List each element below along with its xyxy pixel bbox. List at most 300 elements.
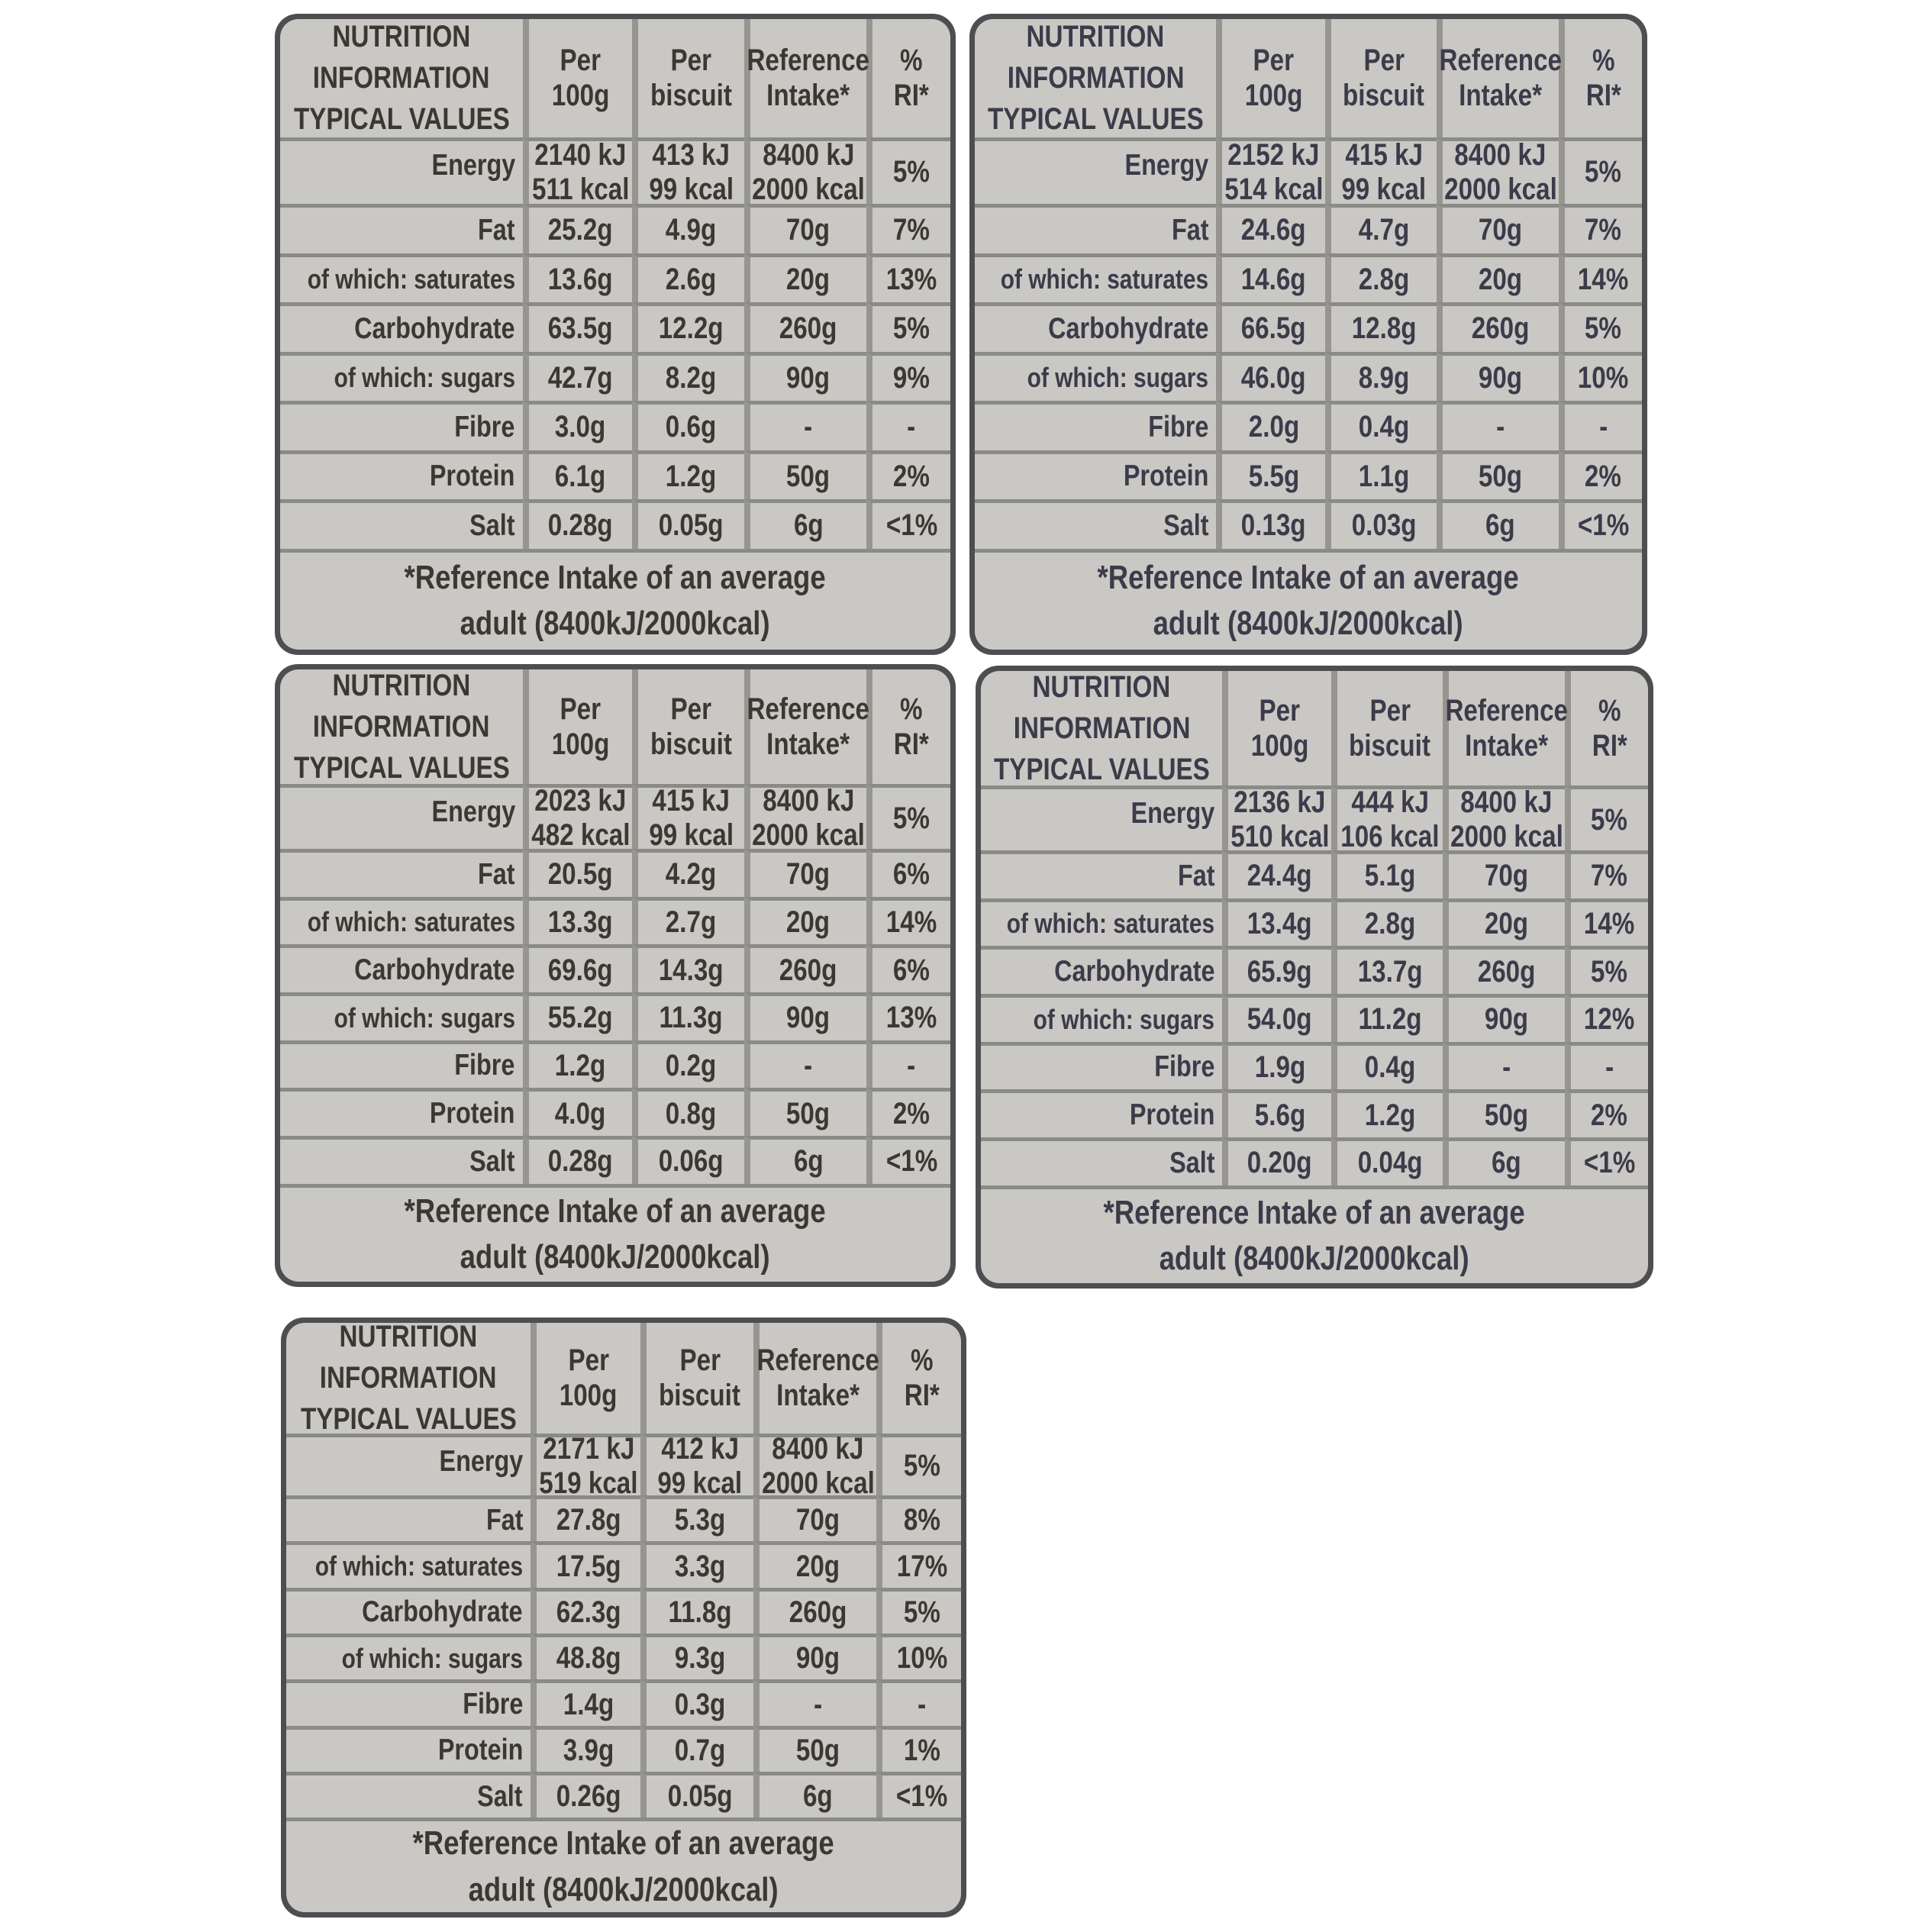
- table-title-line: INFORMATION: [320, 1361, 497, 1395]
- row-label: [280, 992, 523, 1040]
- value-text: 13.7g: [1357, 954, 1423, 989]
- value-text: 260g: [779, 311, 837, 346]
- value-text: 13.3g: [547, 905, 613, 939]
- value-cell: [531, 1726, 640, 1772]
- value-cell: [640, 1634, 753, 1679]
- column-header-line: RI*: [894, 79, 930, 113]
- column-header: [876, 1323, 961, 1434]
- value-line: 2000 kcal: [752, 172, 865, 206]
- value-cell: [1437, 450, 1559, 500]
- column-header: [1325, 19, 1437, 137]
- value-cell: [523, 302, 632, 352]
- value-text: 55.2g: [547, 1001, 613, 1035]
- value-text: 46.0g: [1241, 360, 1307, 395]
- value-text: 6%: [893, 857, 931, 892]
- row-label-text: Fibre: [1154, 1050, 1215, 1084]
- value-text: 11.8g: [668, 1595, 732, 1629]
- value-text: 5%: [893, 155, 931, 189]
- column-header-line: 100g: [551, 727, 610, 762]
- value-line: 2000 kcal: [761, 1466, 875, 1500]
- reference-intake-footnote: [280, 1184, 950, 1282]
- row-label: [280, 253, 523, 303]
- value-cell: [531, 1495, 640, 1541]
- value-text: 70g: [786, 857, 831, 892]
- value-cell: [1437, 204, 1559, 253]
- value-text: 5.1g: [1364, 859, 1416, 893]
- value-text: 0.20g: [1247, 1146, 1313, 1180]
- value-cell: [1443, 785, 1565, 854]
- column-header: [632, 19, 744, 137]
- value-text: 1.4g: [563, 1687, 614, 1721]
- value-text: 9.3g: [674, 1641, 726, 1676]
- column-header-line: Reference: [756, 1343, 879, 1377]
- value-text: <1%: [1583, 1146, 1636, 1180]
- value-cell: [876, 1588, 961, 1634]
- column-header-line: Intake*: [766, 727, 850, 762]
- value-cell: [1222, 785, 1330, 854]
- value-cell: [744, 1040, 867, 1089]
- value-text: 12.8g: [1351, 311, 1417, 346]
- row-label: [280, 302, 523, 352]
- value-cell: [632, 897, 744, 945]
- value-cell: [1565, 994, 1648, 1042]
- row-label: [286, 1588, 531, 1634]
- value-cell: [1437, 499, 1559, 549]
- value-text: 50g: [795, 1733, 840, 1767]
- value-cell: [753, 1634, 877, 1679]
- value-text: 24.4g: [1247, 859, 1313, 893]
- row-label-text: of which: sugars: [341, 1642, 523, 1674]
- value-cell: [1325, 253, 1437, 303]
- value-text: -: [907, 410, 916, 444]
- row-label: [981, 1042, 1222, 1090]
- row-label: [975, 401, 1216, 450]
- column-header: [640, 1323, 753, 1434]
- value-text: 4.0g: [555, 1096, 606, 1130]
- value-cell: [1325, 450, 1437, 500]
- row-label-text: of which: sugars: [334, 1001, 515, 1034]
- row-label-text: Fat: [1177, 859, 1215, 892]
- value-cell: [1331, 1137, 1443, 1185]
- value-cell: [1216, 499, 1324, 549]
- value-text: 6g: [793, 1144, 824, 1179]
- row-label: [975, 352, 1216, 402]
- value-cell: [1331, 785, 1443, 854]
- value-text: 3.9g: [563, 1733, 614, 1767]
- value-text: 4.7g: [1358, 213, 1410, 247]
- value-text: 2.0g: [1248, 410, 1299, 444]
- value-text: 14%: [885, 905, 937, 939]
- value-line: 99 kcal: [648, 818, 734, 853]
- value-text: 0.2g: [666, 1048, 717, 1082]
- value-cell: [523, 944, 632, 992]
- value-text: 17.5g: [556, 1549, 621, 1583]
- column-header: [523, 19, 632, 137]
- column-header-line: Reference: [747, 692, 870, 726]
- nutrition-label-photo: [275, 664, 956, 1287]
- column-header-line: %: [1592, 44, 1615, 78]
- value-cell: [1216, 302, 1324, 352]
- value-cell: [1565, 850, 1648, 898]
- value-cell: [531, 1431, 640, 1500]
- value-cell: [523, 992, 632, 1040]
- value-cell: [1331, 1042, 1443, 1090]
- value-cell: [632, 992, 744, 1040]
- value-text: 6%: [893, 953, 931, 987]
- column-header-line: Intake*: [1465, 729, 1549, 763]
- value-text: -: [1496, 410, 1505, 444]
- value-line: 482 kcal: [531, 818, 630, 853]
- value-cell: [531, 1541, 640, 1587]
- value-text: 65.9g: [1247, 954, 1313, 989]
- value-text: 0.13g: [1241, 508, 1307, 543]
- nutrition-table: [975, 19, 1642, 650]
- value-text: 54.0g: [1247, 1002, 1313, 1037]
- row-label: [280, 450, 523, 500]
- value-text: -: [1598, 410, 1608, 444]
- value-cell: [632, 1088, 744, 1136]
- value-text: 0.06g: [658, 1144, 724, 1179]
- value-cell: [523, 204, 632, 253]
- row-label-text: of which: saturates: [1001, 263, 1209, 295]
- column-header-line: 100g: [560, 1379, 618, 1413]
- footnote-line: *Reference Intake of an average: [1103, 1193, 1526, 1231]
- value-text: 6g: [1492, 1146, 1522, 1180]
- value-cell: [753, 1588, 877, 1634]
- value-text: 5.3g: [674, 1503, 726, 1537]
- value-cell: [523, 1136, 632, 1184]
- column-header-line: Per: [560, 44, 602, 78]
- row-label-text: Fat: [1171, 213, 1209, 247]
- value-cell: [1559, 499, 1642, 549]
- value-line: 514 kcal: [1224, 172, 1324, 206]
- table-title-line: TYPICAL VALUES: [993, 753, 1210, 787]
- table-title-line: INFORMATION: [1013, 711, 1191, 746]
- row-label: [981, 946, 1222, 994]
- nutrition-label-photo: [275, 14, 956, 655]
- value-text: 13.4g: [1247, 906, 1313, 940]
- row-label-text: of which: sugars: [1033, 1003, 1215, 1035]
- value-text: 1%: [903, 1733, 940, 1767]
- value-text: 260g: [1471, 311, 1530, 346]
- value-line: 99 kcal: [648, 172, 734, 206]
- column-header: [1559, 19, 1642, 137]
- value-text: <1%: [885, 1144, 937, 1179]
- value-line: 8400 kJ: [772, 1431, 864, 1466]
- value-cell: [744, 352, 867, 402]
- column-header-line: Reference: [747, 44, 870, 78]
- row-label-text: Fibre: [454, 1049, 515, 1082]
- value-text: 9%: [893, 360, 931, 395]
- value-cell: [1325, 352, 1437, 402]
- value-cell: [744, 849, 867, 897]
- value-cell: [753, 1541, 877, 1587]
- value-cell: [1559, 137, 1642, 204]
- value-line: 2023 kJ: [534, 783, 627, 818]
- row-label: [280, 204, 523, 253]
- value-cell: [1222, 946, 1330, 994]
- value-text: 20g: [786, 905, 831, 939]
- value-text: 8.9g: [1358, 360, 1410, 395]
- value-cell: [523, 401, 632, 450]
- value-cell: [876, 1726, 961, 1772]
- value-cell: [744, 499, 867, 549]
- value-cell: [866, 499, 950, 549]
- row-label-text: of which: saturates: [1007, 908, 1215, 940]
- value-cell: [1222, 1137, 1330, 1185]
- value-text: 13%: [885, 262, 937, 296]
- value-cell: [1437, 401, 1559, 450]
- value-cell: [876, 1772, 961, 1817]
- row-label: [280, 784, 523, 849]
- row-label-text: Energy: [431, 795, 515, 829]
- value-cell: [744, 1088, 867, 1136]
- column-header-line: Per: [1363, 44, 1405, 78]
- row-label: [975, 253, 1216, 303]
- reference-intake-footnote: [981, 1185, 1648, 1283]
- table-title-line: TYPICAL VALUES: [987, 102, 1204, 137]
- footnote-line: adult (8400kJ/2000kcal): [460, 605, 771, 643]
- reference-intake-footnote: [286, 1817, 961, 1912]
- row-label: [286, 1726, 531, 1772]
- value-cell: [1222, 1042, 1330, 1090]
- table-title: [286, 1323, 531, 1437]
- value-text: 50g: [786, 459, 831, 493]
- value-cell: [1559, 401, 1642, 450]
- column-header: [1443, 671, 1569, 785]
- value-cell: [1222, 850, 1330, 898]
- value-text: 0.05g: [667, 1779, 733, 1814]
- value-cell: [1331, 946, 1443, 994]
- reference-intake-footnote: [975, 549, 1642, 650]
- value-text: 5%: [1591, 802, 1628, 837]
- value-cell: [1216, 253, 1324, 303]
- value-text: 24.6g: [1241, 213, 1307, 247]
- column-header-line: biscuit: [1343, 79, 1425, 113]
- value-text: 5%: [903, 1449, 940, 1483]
- value-cell: [531, 1634, 640, 1679]
- value-text: 2.6g: [666, 262, 717, 296]
- value-text: 4.9g: [666, 213, 717, 247]
- value-text: 14%: [1578, 262, 1629, 296]
- value-cell: [876, 1541, 961, 1587]
- column-header-line: RI*: [1592, 729, 1627, 763]
- row-label-text: Carbohydrate: [1053, 955, 1215, 989]
- value-text: 20.5g: [547, 857, 613, 892]
- value-text: 5%: [1585, 311, 1622, 346]
- value-cell: [876, 1679, 961, 1725]
- value-text: 14.6g: [1241, 262, 1307, 296]
- value-text: 0.28g: [547, 508, 613, 543]
- value-line: 2000 kcal: [1443, 172, 1557, 206]
- value-cell: [1216, 450, 1324, 500]
- value-cell: [753, 1772, 877, 1817]
- row-label: [280, 401, 523, 450]
- footnote-line: *Reference Intake of an average: [412, 1824, 835, 1862]
- value-cell: [523, 1088, 632, 1136]
- row-label: [975, 499, 1216, 549]
- value-cell: [1437, 253, 1559, 303]
- value-cell: [876, 1495, 961, 1541]
- value-line: 106 kcal: [1340, 820, 1440, 854]
- value-cell: [523, 450, 632, 500]
- row-label-text: Protein: [430, 1097, 515, 1130]
- value-cell: [1325, 499, 1437, 549]
- value-text: 260g: [1477, 954, 1536, 989]
- value-line: 2136 kJ: [1234, 785, 1326, 819]
- value-cell: [523, 849, 632, 897]
- reference-intake-footnote: [280, 549, 950, 650]
- column-header-line: RI*: [904, 1379, 940, 1413]
- value-cell: [1331, 1089, 1443, 1137]
- value-cell: [523, 137, 632, 204]
- row-label: [975, 302, 1216, 352]
- value-cell: [632, 450, 744, 500]
- column-header: [632, 669, 744, 784]
- value-cell: [632, 352, 744, 402]
- value-cell: [866, 944, 950, 992]
- value-cell: [640, 1431, 753, 1500]
- footnote-line: adult (8400kJ/2000kcal): [1153, 605, 1463, 643]
- value-text: 2.8g: [1358, 262, 1410, 296]
- value-cell: [1443, 994, 1565, 1042]
- value-text: 2%: [1591, 1098, 1628, 1132]
- row-label-text: of which: sugars: [334, 362, 515, 394]
- row-label: [286, 1541, 531, 1587]
- value-cell: [640, 1495, 753, 1541]
- value-text: 90g: [786, 360, 831, 395]
- value-cell: [531, 1588, 640, 1634]
- value-cell: [1443, 1089, 1565, 1137]
- value-text: 14.3g: [658, 953, 724, 987]
- value-text: 11.2g: [1358, 1002, 1422, 1037]
- value-cell: [1216, 401, 1324, 450]
- value-text: 0.4g: [1364, 1050, 1416, 1084]
- value-line: 2152 kJ: [1227, 137, 1320, 172]
- value-text: 62.3g: [556, 1595, 621, 1629]
- value-cell: [1443, 1042, 1565, 1090]
- value-text: -: [1502, 1050, 1511, 1084]
- value-line: 444 kJ: [1351, 785, 1429, 819]
- row-label: [286, 1772, 531, 1817]
- value-cell: [866, 1040, 950, 1089]
- column-header: [744, 669, 870, 784]
- value-line: 8400 kJ: [762, 783, 854, 818]
- value-text: 0.8g: [666, 1096, 717, 1130]
- value-text: 13.6g: [547, 262, 613, 296]
- value-line: 2140 kJ: [534, 137, 627, 172]
- column-header-line: biscuit: [650, 79, 732, 113]
- footnote-line: adult (8400kJ/2000kcal): [468, 1870, 779, 1908]
- value-line: 415 kJ: [1345, 137, 1423, 172]
- value-cell: [866, 992, 950, 1040]
- table-title-line: NUTRITION: [1026, 20, 1165, 54]
- column-header: [1437, 19, 1563, 137]
- value-text: 2%: [893, 459, 931, 493]
- value-text: 6g: [793, 508, 824, 543]
- column-header-line: %: [1598, 693, 1621, 727]
- value-cell: [744, 137, 867, 204]
- footnote-line: adult (8400kJ/2000kcal): [1159, 1240, 1469, 1278]
- value-text: 4.2g: [666, 857, 717, 892]
- value-cell: [1565, 1089, 1648, 1137]
- value-text: 0.6g: [666, 410, 717, 444]
- value-text: 6g: [803, 1779, 833, 1814]
- row-label-text: Fibre: [1148, 410, 1209, 443]
- value-text: -: [804, 410, 813, 444]
- row-label-text: Salt: [1169, 1146, 1215, 1179]
- value-cell: [523, 499, 632, 549]
- row-label: [286, 1634, 531, 1679]
- value-text: 50g: [1485, 1098, 1529, 1132]
- table-title: [981, 671, 1222, 785]
- value-cell: [744, 204, 867, 253]
- value-cell: [1443, 946, 1565, 994]
- value-cell: [1222, 994, 1330, 1042]
- value-cell: [876, 1434, 961, 1495]
- value-cell: [523, 253, 632, 303]
- value-cell: [866, 253, 950, 303]
- value-text: 5.6g: [1254, 1098, 1305, 1132]
- nutrition-label-photo: [969, 14, 1647, 655]
- value-cell: [1325, 204, 1437, 253]
- row-label: [981, 850, 1222, 898]
- value-text: 1.2g: [1364, 1098, 1416, 1132]
- value-cell: [1565, 785, 1648, 850]
- value-text: 2.7g: [666, 905, 717, 939]
- row-label: [280, 944, 523, 992]
- value-cell: [1559, 450, 1642, 500]
- value-cell: [1216, 204, 1324, 253]
- nutrition-table: [280, 19, 950, 650]
- column-header-line: %: [900, 44, 923, 78]
- row-label: [280, 1136, 523, 1184]
- value-cell: [1437, 352, 1559, 402]
- value-text: -: [1605, 1050, 1614, 1084]
- value-text: 0.3g: [674, 1687, 726, 1721]
- nutrition-table: [280, 669, 950, 1282]
- row-label-text: Fat: [478, 857, 515, 891]
- column-header: [753, 1323, 877, 1434]
- value-text: 50g: [786, 1096, 831, 1130]
- value-text: 6g: [1485, 508, 1516, 543]
- value-text: -: [907, 1048, 916, 1082]
- value-text: 12.2g: [658, 311, 724, 346]
- row-label: [981, 785, 1222, 850]
- value-line: 8400 kJ: [1460, 785, 1553, 819]
- row-label-text: Carbohydrate: [354, 311, 515, 345]
- value-text: 1.1g: [1358, 459, 1410, 493]
- value-text: 50g: [1479, 459, 1523, 493]
- value-cell: [632, 783, 744, 853]
- row-label-text: Energy: [1130, 797, 1215, 831]
- column-header-line: RI*: [1585, 79, 1621, 113]
- value-text: <1%: [896, 1779, 948, 1814]
- value-cell: [1216, 352, 1324, 402]
- value-text: 5%: [903, 1595, 940, 1629]
- row-label-text: Fat: [485, 1503, 523, 1537]
- value-text: 20g: [786, 262, 831, 296]
- value-line: 519 kcal: [539, 1466, 638, 1500]
- value-text: 5%: [893, 311, 931, 346]
- value-text: 3.3g: [674, 1549, 726, 1583]
- row-label: [280, 137, 523, 204]
- row-label-text: Carbohydrate: [362, 1595, 523, 1629]
- value-text: 260g: [779, 953, 837, 987]
- table-title-line: TYPICAL VALUES: [293, 751, 510, 785]
- row-label: [280, 499, 523, 549]
- value-line: 511 kcal: [531, 172, 630, 206]
